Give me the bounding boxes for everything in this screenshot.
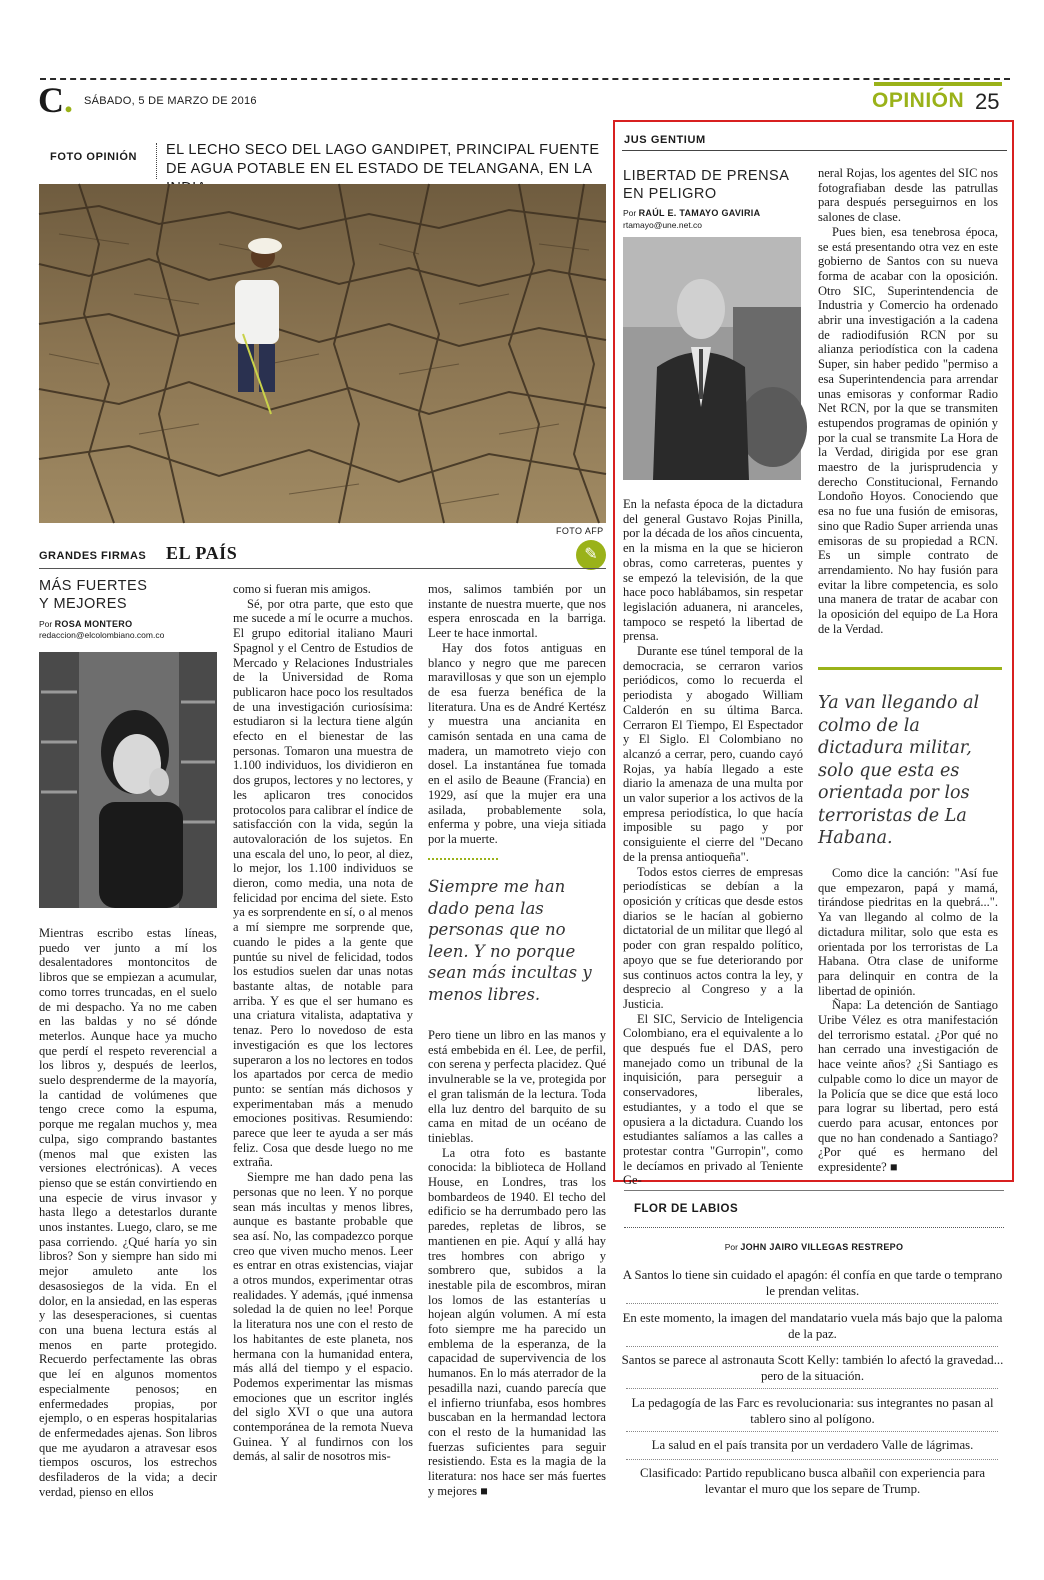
pen-icon: ✎ [576,540,606,570]
grandes-firmas-label: GRANDES FIRMAS [39,550,147,562]
photo-caption: EL LECHO SECO DEL LAGO GANDIPET, PRINCIPAL FUENTE DE AGUA POTABLE EN EL ESTADO DE TELANGANA, EN LA [166,142,600,177]
author-photo-tamayo [623,237,801,480]
column-tamayo-1: En la nefasta época de la dictadura del general Gustavo Rojas Pinilla, por la década de los años cincuenta, en la misma en la que se hicieron obras, como carreteras, puentes y se empezó la televisión, de la que hace poco hablábamos, sin respetar legislación aduanera, ni aranceles, tampoco se respetó la libertad de prensa. Durante ese túnel temporal de la democracia, se cerraron varios periódicos, como lo recuerda el periodista y abogado William Calderón en su última Barca. Cerraron El Tiempo, El Espectador y El Siglo. El Colombiano no alcanzó a cerrar, pero, cuando cayó Rojas, ya había llegado a este diario la amenaza de una multa por un valor superior a los activos de la empresa periodística, lo que hacía imposible su pago y por consiguiente el cierre del "Decano de la prensa antioqueña". Todos estos cierres de empresas periodísticas se debían a la oposición y críticas que desde estos diarios se le hacían al gobierno dictatorial de un militar que llegó al poder con gran respaldo político, apoyo que se fue deteriorando por sus continuos actos contra la ley, y desprecio al Congreso y a la Justicia. El SIC, Servicio de Inteligencia Colombiano, era el equivalente a lo que después fue el DAS, pero manejado como un tribunal de la inquisición, para perseguir a conservadores, liberales, estudiantes, y a todo el que se opusiera a la dictadura. Cuando los estudiantes salíamos a las calles a protestar contra "Gurropin", como le decíamos en privado al Teniente Ge- [623,497,803,1188]
byline-villegas: Por JOHN JAIRO VILLEGAS RESTREPO [724,1242,904,1252]
item-divider [626,1431,998,1432]
item-divider [626,1303,998,1304]
column-rosa-3a: mos, salimos también por un instante de nuestra muerte, que nos espera enroscada en la barriga. Leer te hace inmortal. Hay dos fotos antiguas en blanco y negro que me parecen maravillosas y que son un ejemplo de esa fuerza benéfica de la literatura. Una es de André Kertész y muestra una ancianita en camisón sentada en una cama de madera, un mamotreto viejo con dosel. La instantánea fue tomada en el asilo de Beaune (Francia) en 1929, así que la mujer era una asilada, probablemente sola, enferma y pobre, una vieja sitiada por la muerte. [428,582,606,846]
el-pais-logo: EL PAÍS [166,543,238,563]
list-item: La pedagogía de las Farc es revolucionaria: sus integrantes no pasan al tablero sino al polígono. [631,1396,994,1426]
column-tamayo-2a: neral Rojas, los agentes del SIC nos fotografiaban desde las patrullas para después perseguirnos en los salones de clase. Pues bien, esa tenebrosa época, se está presentando otra vez en este gobierno de Santos con su nueva forma de acabar con la oposición. Otro SIC, Superintendencia de Industria y Comercio ha ordenado abrir una investigación a la cadena de radiodifusión RCN por su alianza periodística con la cadena Super, sin haber pedido "permiso a esa Superintendencia para arrendar unas emisoras y conformar Radio Net RCN, por la que se transmiten estupendos programas de opinión y por la cual se transmite La Hora de la Verdad, dirigida por ese gran maestro de la jurisprudencia y derecho Constitucional, Fernando Londoño Hoyos. Conociendo que esa no fue una fusión de emisoras, sino que Radio Super arrienda unas emisoras de su propiedad a RCN. Es un simple contrato de arrendamiento. No hay fusión para evitar la libre competencia, es solo una manera de tratar de acabar con la oposición del equipo de La Hora de la Verdad. [818,166,998,636]
list-item: La salud en el país transita por un verdadero Valle de lágrimas. [651,1438,974,1452]
newspaper-logo: C. [38,80,73,120]
item-divider [626,1388,998,1389]
article-title-rosa: MÁS FUERTES Y MEJORES [39,578,148,612]
pull-quote-tamayo: Ya van llegando al colmo de la dictadura militar, solo que esta es orientada por los terroristas de La Habana. [818,693,980,848]
pullquote-bar [818,667,1002,670]
section-rule [39,568,606,569]
foto-opinion-label: FOTO OPINIÓN [50,151,138,163]
list-item: Clasificado: Partido republicano busca albañil con experiencia para levantar el muro que los separe de Trump. [639,1466,986,1496]
column-rosa-2: como si fueran mis amigos. Sé, por otra parte, que esto que me sucede a mí le ocurre a muchos. El grupo editorial italiano Mauri Spagnol y el Centro de Estudios de Mercado y Relaciones Industriales de la Universidad de Roma publicaron hace poco los resultados de una investigación curiosísima: estudiaron si la lectura tiene algún efecto en el bienestar de las personas. Tomaron una muestra de 1.100 individuos, los dividieron en dos grupos, lectores y no lectores, y les aplicaron tres conocidos protocolos para calibrar el índice de satisfacción con la vida, según la autovaloración de los sujetos. En una escala del uno, lo peor, al diez, lo mejor, los 1.100 individuos se dieron, como media, una nota de felicidad por encima del siete. Esto ya es sorprendente en sí, o al menos a mí siempre me sorprende que, cuando le pides a la gente que puntúe su nivel de felicidad, todos los estudios suelen dar unas notas bastante altas, de notable para arriba. Y es que el ser humano es una criatura vitalista, adaptativa y tenaz. Pero lo novedoso de esta investigación es que los lectores superaron a los no lectores en todos los apartados por cerca de medio punto: se sentían más dichosos y experimentaban más a menudo emociones positivas. Resumiendo: parece que leer te ayuda a ser más feliz. Cosa que desde luego no me extraña. Siempre me han dado pena las personas que no leen. Y no porque sean más incultas y menos libres, aunque es bastante probable que sea así. No, las compadezco porque creo que viven mucho menos. Leer es entrar en otras existencias, viajar a otros mundos, experimentar otras realidades. Y además, ¡qué inmensa soledad la de quien no lee! Porque la literatura nos une con el resto de los habitantes de este planeta, nos hermana con la humanidad entera, más allá del tiempo y el espacio. Podemos experimentar las mismas emociones que un escritor inglés del siglo XVI o que una autora contemporánea de la remota Nueva Guinea. Y al fundirnos con los demás, al salir de nosotros mis- [233,582,413,1464]
section-accent-strip [874,82,1002,86]
byline-tamayo: Por RAÚL E. TAMAYO GAVIRIA [623,208,761,218]
column-tamayo-2b: Como dice la canción: "Así fue que empezaron, papá y mamá, tirándose piedritas en la quebrá...". Ya van llegando al colmo de la dictadura militar, solo que esta es orientada por los terroristas de La Habana. Otra clase de uniforme para delinquir en contra de la libertad de opinión. Ñapa: La detención de Santiago Uribe Vélez es otra manifestación del terrorismo estatal. ¿Por qué no han cerrado una investigación de hace veinte años? ¿Si Santiago es culpable como lo dice un mayor de la Policía que se dice que está loco para lograr su libertad, pero está cuerdo para acusar, entonces por que no han condenado a Santiago? ¿Por qué es hermano del expresidente? ■ [818,866,998,1175]
author-email-rosa: redaccion@elcolombiano.com.co [39,630,165,640]
article-title-tamayo: LIBERTAD DE PRENSA EN PELIGRO [623,168,790,202]
column-rosa-1: Mientras escribo estas líneas, puedo ver junto a mí los desalentadores montoncitos de libros que se empiezan a acumular, como torres truncadas, en el suelo de mi despacho. Ya no me caben en las baldas y no sé dónde meterlos. Aunque hace ya mucho que perdí el respeto reverencial a los libros y, después de leerlos, suelo desprenderme de la mayoría, la cantidad de volúmenes que tengo crece como la espuma, porque me regalan muchos y, mea culpa, sigo comprando bastantes (menos mal que existen las versiones electrónicas). A veces pienso que se están convirtiendo en una especie de virus invasor y hasta llego a detestarlos durante unos instantes. Luego, claro, se me pasa corriendo. ¿Qué haría yo sin libros? Son y siempre han sido mi mejor amuleto ante los desasosiegos de la vida. En el dolor, en la ansiedad, en las esperas y las desesperaciones, si cuentas con una buena lectura estás al menos en parte protegido. Recuerdo perfectamente las obras que leí en algunos momentos especialmente penosos; en enfermedades propias, por ejemplo, o en esperas hospitalarias de enfermedades ajenas. Son libros que me ayudaron a atravesar esos tiempos oscuros, los estrechos desfiladeros de la vida; a decir verdad, pienso en ellos [39,926,217,1499]
section-title: OPINIÓN [872,89,965,112]
issue-date: SÁBADO, 5 DE MARZO DE 2016 [84,95,257,107]
photo-credit: FOTO AFP [556,526,604,536]
byline-rosa: Por ROSA MONTERO [39,619,133,629]
pull-quote-rosa: Siempre me han dado pena las personas que no leen. Y no porque sean más incultas y menos libres. [428,877,592,1004]
jus-gentium-rule [622,150,1007,151]
list-item: En este momento, la imagen del mandatario vuela más bajo que la paloma de la paz. [622,1311,1003,1341]
flor-dotted-rule [624,1227,1004,1228]
page-number: 25 [975,89,1000,114]
caption-separator [156,143,157,179]
flor-top-rule [624,1190,1004,1191]
pullquote-dots [428,858,498,860]
author-photo-rosa [39,652,217,908]
list-item: Santos se parece al astronauta Scott Kelly: también lo afectó la gravedad... pero de la situación. [621,1353,1004,1383]
item-divider [626,1346,998,1347]
top-dashed-rule [40,78,1010,80]
jus-gentium-label: JUS GENTIUM [624,134,706,146]
list-item: A Santos lo tiene sin cuidado el apagón: él confía en que tarde o temprano le prendan velitas. [622,1268,1003,1298]
dry-lakebed-photo [39,184,606,523]
author-email-tamayo: rtamayo@une.net.co [623,220,703,230]
item-divider [626,1459,998,1460]
column-rosa-3b: Pero tiene un libro en las manos y está embebida en él. Lee, de perfil, con serena y perfecta placidez. Qué invulnerable se la ve, protegida por el gran talismán de la lectura. Toda ella luz dentro del barquito de su cama en mitad de un océano de tinieblas. La otra foto es bastante conocida: la biblioteca de Holland House, en Londres, tras los bombardeos de 1940. El techo del edificio se ha derrumbado pero las paredes, repletas de libros, se mantienen en pie. Aquí y allá hay tres hombres con abrigo y sombrero que, subidos a la inestable pila de escombros, miran los lomos de las estanterías u hojean algún volumen. A mí esta foto siempre me ha parecido un emblema de la esperanza, de la capacidad de supervivencia de los humanos. En lo más aterrador de la pesadilla nazi, cuando parecía que el infierno triunfaba, esos hombres buscaban en la hermandad lectora con el resto de la humanidad las fuerzas suficientes para seguir resistiendo. Esta es la magia de la literatura: nos hace ser más fuertes y mejores ■ [428,1028,606,1498]
flor-de-labios-label: FLOR DE LABIOS [634,1203,739,1215]
